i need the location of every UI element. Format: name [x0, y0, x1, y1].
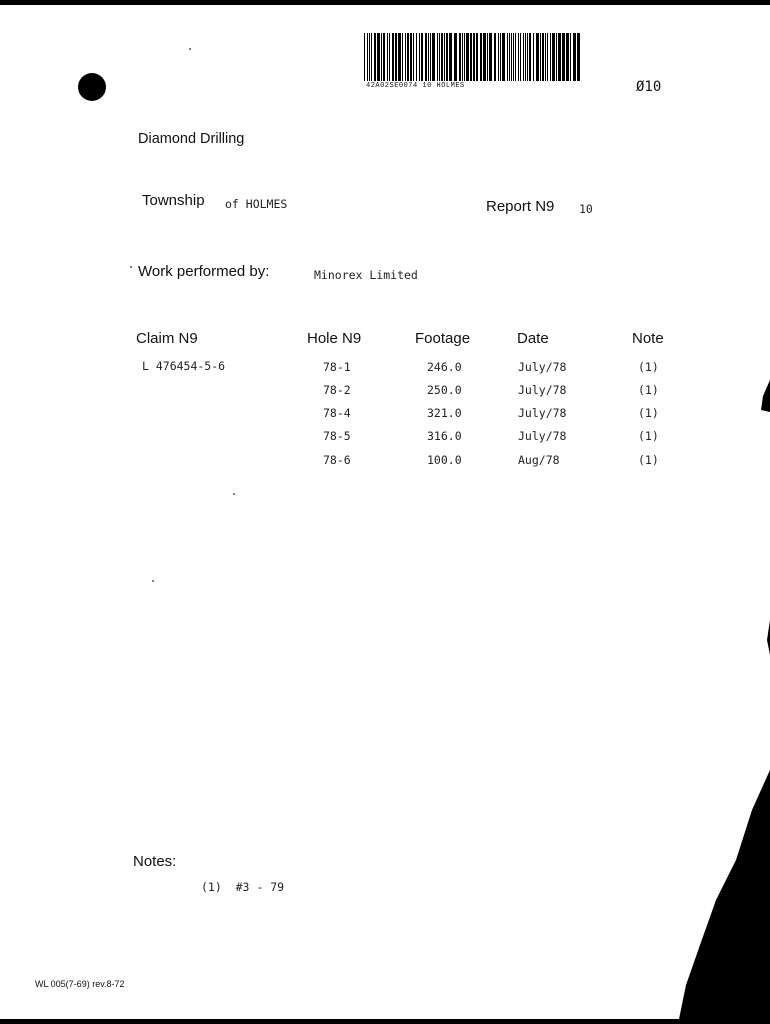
hole-cell: 78-4 [323, 406, 351, 420]
report-value: 10 [579, 202, 593, 216]
barcode-bar [502, 33, 505, 81]
barcode-bar [573, 33, 576, 81]
scan-speck [152, 580, 154, 582]
form-id: WL 005(7-69) rev.8-72 [35, 979, 125, 989]
scan-speck [130, 266, 132, 268]
barcode-bar [518, 33, 519, 81]
date-cell: Aug/78 [518, 453, 560, 467]
punch-hole [78, 73, 106, 101]
barcode-bar [430, 33, 431, 81]
barcode-bar [398, 33, 401, 81]
barcode-bar [550, 33, 551, 81]
footage-cell: 250.0 [427, 383, 462, 397]
scan-speck [233, 493, 235, 495]
barcode-bar [552, 33, 555, 81]
barcode-bar [381, 33, 382, 81]
barcode-bar [520, 33, 521, 81]
barcode-bar [562, 33, 565, 81]
barcode-label: 42A02SE0074 10 HOLMES [366, 82, 465, 90]
footage-cell: 246.0 [427, 360, 462, 374]
barcode-bar [527, 33, 528, 81]
barcode-bar [489, 33, 492, 81]
barcode-bar [369, 33, 370, 81]
barcode-bar [377, 33, 380, 81]
barcode-bar [454, 33, 457, 81]
barcode-bar [371, 33, 372, 81]
barcode-bar [570, 33, 571, 81]
barcode-bar [425, 33, 427, 81]
barcode-bar [446, 33, 448, 81]
barcode-bar [523, 33, 524, 81]
barcode-bar [389, 33, 390, 81]
barcode-bar [392, 33, 394, 81]
barcode-bar [507, 33, 508, 81]
date-cell: July/78 [518, 360, 567, 374]
barcode-bar [494, 33, 496, 81]
col-header-note: Note [632, 330, 664, 347]
barcode-bar [547, 33, 548, 81]
barcode-bar [416, 33, 417, 81]
barcode-bar [402, 33, 403, 81]
township-label: Township [142, 192, 205, 209]
note-cell: (1) [638, 429, 659, 443]
barcode-bar [542, 33, 544, 81]
barcode-bar [500, 33, 501, 81]
barcode-bar [529, 33, 531, 81]
barcode-bar [410, 33, 412, 81]
barcode-bar [483, 33, 486, 81]
barcode-bar [540, 33, 541, 81]
barcode-bar [441, 33, 443, 81]
hole-cell: 78-5 [323, 429, 351, 443]
barcode-bar [383, 33, 385, 81]
barcode-bar [421, 33, 423, 81]
barcode-bar [498, 33, 499, 81]
hole-cell: 78-1 [323, 360, 351, 374]
township-value: of HOLMES [225, 197, 288, 211]
barcode-bar [407, 33, 409, 81]
footage-cell: 321.0 [427, 406, 462, 420]
barcode-bar [432, 33, 435, 81]
scan-speck [189, 48, 191, 50]
barcode-bar [439, 33, 440, 81]
work-performed-label: Work performed by: [138, 263, 270, 280]
barcode-bar [374, 33, 376, 81]
note-cell: (1) [638, 360, 659, 374]
barcode-bar [515, 33, 516, 81]
barcode-bar [533, 33, 534, 81]
barcode-bar [509, 33, 510, 81]
barcode-bar [476, 33, 478, 81]
barcode-bar [444, 33, 445, 81]
barcode-bar [473, 33, 475, 81]
barcode-bar [462, 33, 463, 81]
barcode-bar [545, 33, 546, 81]
date-cell: July/78 [518, 406, 567, 420]
work-performed-value: Minorex Limited [314, 268, 418, 282]
claim-cell: L 476454-5-6 [142, 359, 226, 373]
form-title: Diamond Drilling [138, 131, 245, 147]
barcode-bar [459, 33, 461, 81]
barcode-bar [395, 33, 397, 81]
footage-cell: 316.0 [427, 429, 462, 443]
barcode-bar [387, 33, 388, 81]
col-header-footage: Footage [415, 330, 471, 347]
barcode-bar [367, 33, 368, 81]
barcode-bar [513, 33, 514, 81]
barcode-bar [556, 33, 557, 81]
barcode-bar [470, 33, 472, 81]
barcode-bar [419, 33, 420, 81]
barcode-bar [480, 33, 482, 81]
note-cell: (1) [638, 383, 659, 397]
col-header-hole: Hole N9 [307, 330, 362, 347]
page-number: Ø10 [636, 79, 662, 95]
barcode-bar [405, 33, 406, 81]
note-cell: (1) [638, 453, 659, 467]
barcode-bar [413, 33, 414, 81]
barcode-bar [566, 33, 569, 81]
notes-label: Notes: [133, 853, 177, 870]
barcode [364, 33, 582, 81]
barcode-bar [364, 33, 365, 81]
barcode-bar [525, 33, 526, 81]
barcode-bar [536, 33, 539, 81]
barcode-bar [487, 33, 488, 81]
barcode-bar [464, 33, 465, 81]
barcode-bar [466, 33, 469, 81]
date-cell: July/78 [518, 383, 567, 397]
col-header-date: Date [517, 330, 549, 347]
barcode-bar [428, 33, 429, 81]
hole-cell: 78-2 [323, 383, 351, 397]
date-cell: July/78 [518, 429, 567, 443]
barcode-bar [577, 33, 580, 81]
footage-cell: 100.0 [427, 453, 462, 467]
barcode-bar [449, 33, 452, 81]
barcode-bar [437, 33, 438, 81]
note-item: (1) #3 - 79 [201, 880, 285, 894]
barcode-bar [511, 33, 512, 81]
hole-cell: 78-6 [323, 453, 351, 467]
col-header-claim: Claim N9 [136, 330, 198, 347]
barcode-bar [558, 33, 561, 81]
report-label: Report N9 [486, 198, 555, 215]
note-cell: (1) [638, 406, 659, 420]
